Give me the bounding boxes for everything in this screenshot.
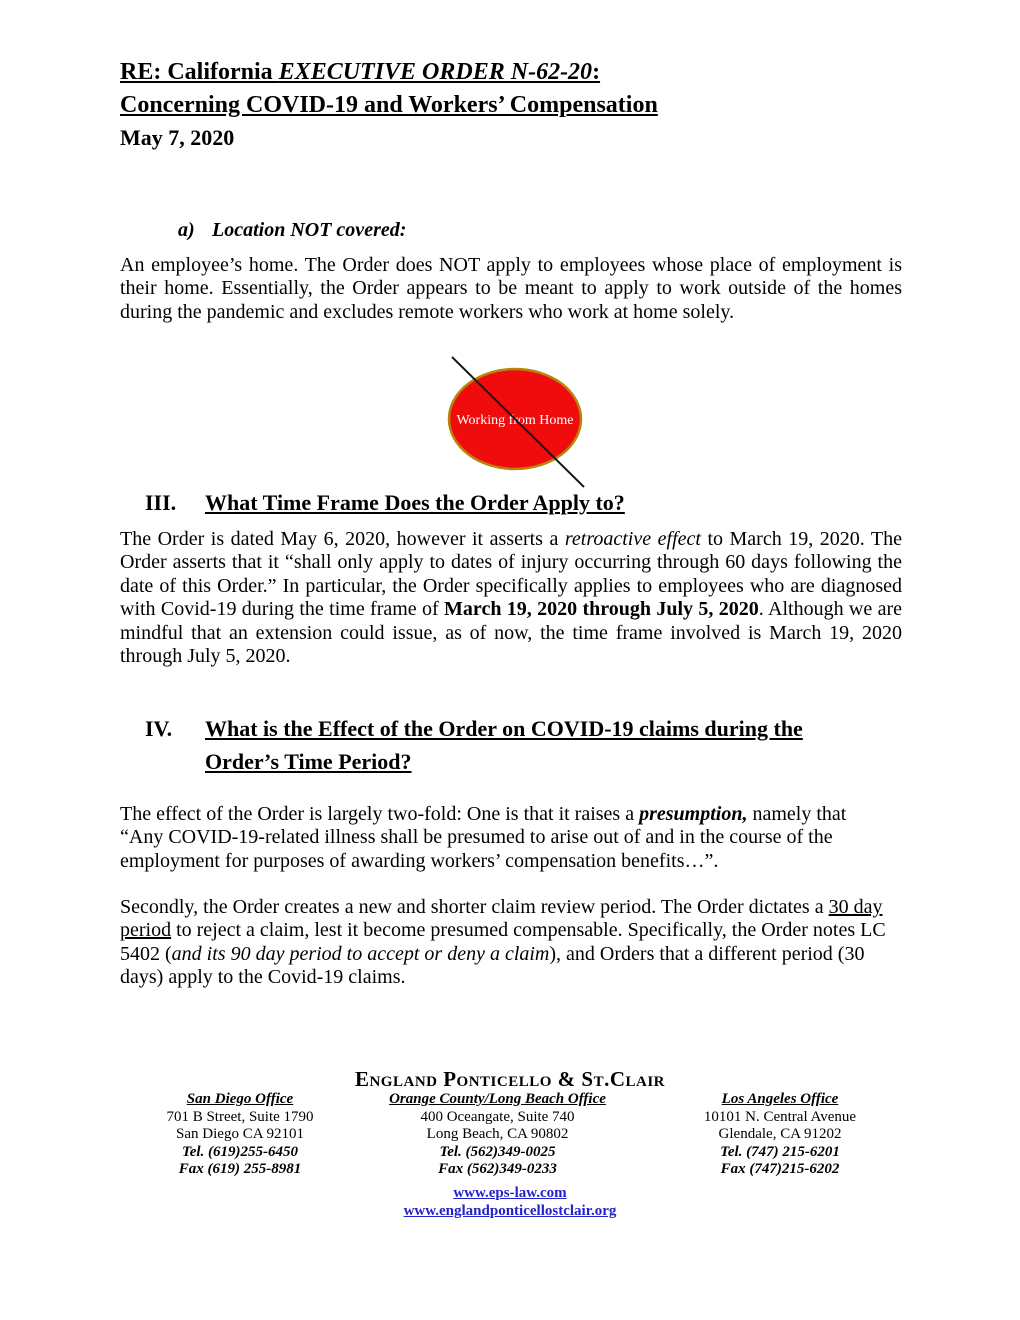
office-orange-county-long-beach [345, 1091, 650, 1179]
office-address-line2: Long Beach, CA 90802 [426, 1126, 569, 1143]
section-a-heading [178, 219, 406, 242]
text-run: March 19, 2020 through July 5, 2020 [444, 598, 759, 621]
office-tel: Tel. (562)349-0025 [439, 1143, 556, 1160]
office-address-line1: 400 Oceangate, Suite 740 [420, 1108, 575, 1125]
paragraph-claim-review-period [120, 896, 895, 990]
document-title-block [120, 56, 658, 153]
section-iii-heading [145, 486, 625, 519]
paragraph-order-effect [120, 803, 868, 873]
no-working-from-home-graphic [438, 346, 598, 494]
office-address-line1: 10101 N. Central Avenue [703, 1108, 857, 1125]
section-iii-heading-text: What Time Frame Does the Order Apply to? [205, 490, 625, 515]
office-fax: Fax (562)349-0233 [438, 1161, 557, 1178]
office-los-angeles [640, 1091, 920, 1179]
title-order-name: EXECUTIVE ORDER N-62-20 [278, 59, 593, 85]
office-san-diego [120, 1091, 360, 1179]
firm-name: England Ponticello & St.Clair [354, 1067, 666, 1091]
text-run: 30 day period [120, 896, 883, 942]
document-date: May 7, 2020 [120, 125, 235, 150]
text-run: namely that “Any COVID-19-related illness shall be presumed to arise out of and in the course of the employment for purposes of awarding workers’ compensation benefits…”. [120, 803, 847, 872]
text-run: ), and Orders that a different period (30 days) apply to the Covid-19 claims. [120, 942, 865, 989]
office-name: Orange County/Long Beach Office [389, 1091, 606, 1107]
footer-links [0, 1184, 1020, 1220]
office-name: San Diego Office [186, 1091, 294, 1107]
title-colon: : [592, 59, 601, 85]
england-ponticello-stclair-link[interactable]: www.englandponticellostclair.org [403, 1203, 617, 1219]
text-run: presumption, [639, 803, 748, 825]
text-run: The Order is dated May 6, 2020, however it asserts a [120, 528, 565, 550]
document-title-line2: Concerning COVID-19 and Workers’ Compensation [120, 92, 658, 118]
eps-law-link[interactable]: www.eps-law.com [453, 1185, 567, 1201]
section-iv-heading-text: What is the Effect of the Order on COVID-19 claims during the Order’s Time Period? [205, 716, 803, 774]
office-address-line2: Glendale, CA 91202 [718, 1126, 842, 1143]
section-a-heading-text: Location NOT covered: [212, 219, 407, 241]
text-run: The effect of the Order is largely two-fold: One is that it raises a [120, 803, 640, 825]
paragraph-time-frame [120, 528, 902, 668]
office-address-line1: 701 B Street, Suite 1790 [166, 1108, 314, 1125]
office-address-line2: San Diego CA 92101 [176, 1126, 304, 1143]
section-iii-number: III. [145, 490, 177, 515]
text-run: to reject a claim, lest it become presumed compensable. Specifically, the Order notes LC 5402 ( [120, 919, 886, 965]
section-iv-heading [145, 712, 857, 778]
document-title-line1 [120, 56, 658, 89]
text-run: and its 90 day period to accept or deny a claim [171, 942, 550, 965]
paragraph-location-not-covered: An employee’s home. The Order does NOT apply to employees whose place of employment is their home. Essentially, the Order appears to be meant to apply to work outside of the homes during the pandemic and excludes remote workers who work at home solely. [120, 254, 902, 323]
text-run: to March 19, 2020. The Order asserts that it “shall only apply to dates of injury occurring through 60 days following the date of this Order.” In particular, the Order specifically applies to employees who are diagnosed with Covid-19 during the time frame of [120, 528, 902, 621]
office-tel: Tel. (619)255-6450 [181, 1143, 299, 1160]
office-name: Los Angeles Office [721, 1091, 839, 1107]
title-prefix: RE: California [120, 59, 279, 85]
oval-label: Working from Home [456, 413, 574, 428]
list-label-a: a) [178, 219, 195, 241]
text-run: Secondly, the Order creates a new and shorter claim review period. The Order dictates a [120, 896, 829, 918]
section-iv-number: IV. [145, 716, 173, 741]
office-tel: Tel. (747) 215-6201 [720, 1143, 840, 1160]
text-run: . Although we are mindful that an extension could issue, as of now, the time frame involved is March 19, 2020 through July 5, 2020. [120, 598, 902, 668]
text-run: retroactive effect [564, 528, 701, 550]
office-fax: Fax (747)215-6202 [720, 1161, 840, 1178]
office-fax: Fax (619) 255-8981 [178, 1161, 302, 1178]
